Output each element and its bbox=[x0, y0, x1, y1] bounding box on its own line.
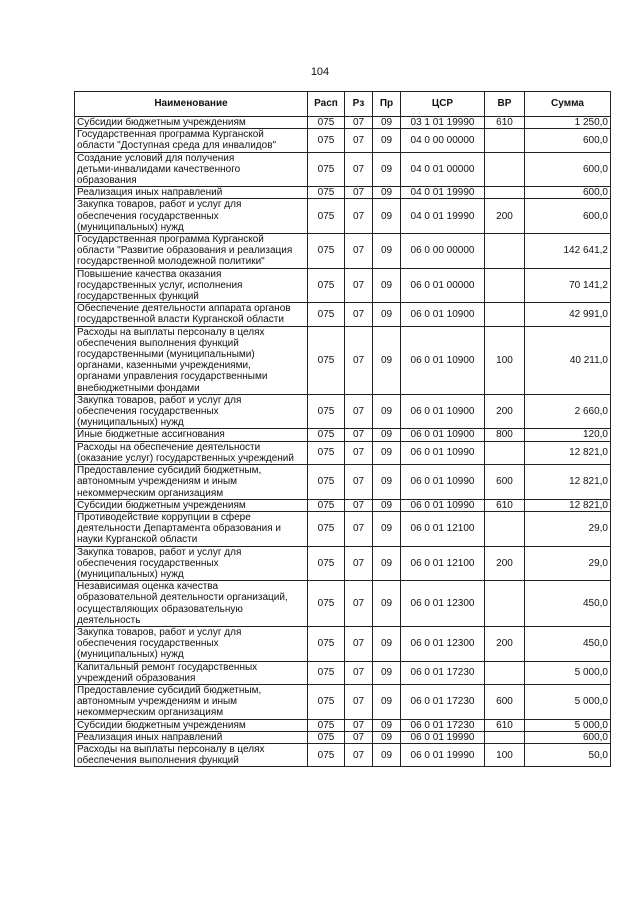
cell-sum: 142 641,2 bbox=[525, 234, 611, 269]
table-row bbox=[75, 394, 611, 429]
cell-name-line: внебюджетными фондами bbox=[77, 382, 200, 394]
cell-name bbox=[75, 581, 308, 627]
cell-pr: 09 bbox=[373, 546, 401, 581]
cell-name-line: деятельности Департамента образования и bbox=[77, 523, 282, 535]
cell-vr: 200 bbox=[485, 626, 525, 661]
cell-name-line: Расходы на выплаты персоналу в целях bbox=[77, 743, 265, 755]
cell-rasp: 075 bbox=[308, 394, 345, 429]
cell-vr bbox=[485, 234, 525, 269]
cell-name-line: государственной власти Курганской области bbox=[77, 314, 284, 326]
table-row bbox=[75, 731, 611, 743]
cell-name bbox=[75, 117, 308, 129]
cell-rz: 07 bbox=[345, 152, 373, 187]
cell-name bbox=[75, 684, 308, 719]
cell-sum: 1 250,0 bbox=[525, 117, 611, 129]
cell-sum: 5 000,0 bbox=[525, 684, 611, 719]
cell-name bbox=[75, 152, 308, 187]
cell-pr: 09 bbox=[373, 743, 401, 766]
cell-pr: 09 bbox=[373, 429, 401, 441]
cell-name-line: Обеспечение деятельности аппарата органов bbox=[77, 303, 291, 315]
cell-name-line: Закупка товаров, работ и услуг для bbox=[77, 394, 242, 406]
cell-sum: 42 991,0 bbox=[525, 303, 611, 326]
cell-name bbox=[75, 719, 308, 731]
cell-name-line: Повышение качества оказания bbox=[77, 268, 222, 280]
table-row bbox=[75, 661, 611, 684]
cell-rz: 07 bbox=[345, 268, 373, 303]
cell-csr: 06 0 01 10900 bbox=[401, 429, 485, 441]
cell-csr: 04 0 00 00000 bbox=[401, 129, 485, 152]
cell-name-line: Закупка товаров, работ и услуг для bbox=[77, 546, 242, 558]
cell-rz: 07 bbox=[345, 661, 373, 684]
cell-sum: 2 660,0 bbox=[525, 394, 611, 429]
cell-csr: 06 0 01 10990 bbox=[401, 465, 485, 500]
cell-name-line: Создание условий для получения bbox=[77, 152, 235, 164]
cell-rasp: 075 bbox=[308, 465, 345, 500]
cell-rasp: 075 bbox=[308, 199, 345, 234]
cell-pr: 09 bbox=[373, 581, 401, 627]
cell-rasp: 075 bbox=[308, 152, 345, 187]
cell-csr: 06 0 01 19990 bbox=[401, 743, 485, 766]
cell-csr: 06 0 01 10990 bbox=[401, 441, 485, 464]
cell-rasp: 075 bbox=[308, 731, 345, 743]
cell-pr: 09 bbox=[373, 152, 401, 187]
cell-name-line: государственными (муниципальными) bbox=[77, 349, 255, 361]
cell-name-line: образования bbox=[77, 175, 137, 187]
cell-vr: 100 bbox=[485, 743, 525, 766]
table-row bbox=[75, 199, 611, 234]
cell-name-line: некоммерческим организациям bbox=[77, 707, 224, 719]
cell-name-line: Противодействие коррупции в сфере bbox=[77, 511, 251, 523]
cell-pr: 09 bbox=[373, 303, 401, 326]
cell-sum: 600,0 bbox=[525, 129, 611, 152]
cell-sum: 70 141,2 bbox=[525, 268, 611, 303]
cell-rz: 07 bbox=[345, 499, 373, 511]
table-row bbox=[75, 684, 611, 719]
cell-csr: 06 0 01 00000 bbox=[401, 268, 485, 303]
cell-name-line: Субсидии бюджетным учреждениям bbox=[77, 117, 246, 128]
cell-rz: 07 bbox=[345, 511, 373, 546]
cell-rasp: 075 bbox=[308, 187, 345, 199]
cell-name-line: государственной молодежной политики" bbox=[77, 256, 265, 268]
cell-vr bbox=[485, 441, 525, 464]
cell-rz: 07 bbox=[345, 731, 373, 743]
cell-rasp: 075 bbox=[308, 117, 345, 129]
cell-pr: 09 bbox=[373, 684, 401, 719]
cell-name bbox=[75, 731, 308, 743]
cell-name-line: Субсидии бюджетным учреждениям bbox=[77, 499, 246, 511]
cell-sum: 5 000,0 bbox=[525, 661, 611, 684]
header-vr: ВР bbox=[485, 92, 525, 117]
cell-name-line: (муниципальных) нужд bbox=[77, 649, 184, 661]
cell-name-line: государственных услуг, исполнения bbox=[77, 279, 243, 291]
cell-name bbox=[75, 429, 308, 441]
cell-name-line: Предоставление субсидий бюджетным, bbox=[77, 684, 262, 696]
table-row bbox=[75, 268, 611, 303]
cell-name-line: области "Развитие образования и реализация bbox=[77, 245, 293, 257]
table-row bbox=[75, 303, 611, 326]
cell-csr: 04 0 01 19990 bbox=[401, 187, 485, 199]
cell-csr: 06 0 01 19990 bbox=[401, 731, 485, 743]
cell-name-line: обеспечения государственных bbox=[77, 638, 219, 650]
cell-csr: 06 0 01 17230 bbox=[401, 719, 485, 731]
cell-csr: 06 0 00 00000 bbox=[401, 234, 485, 269]
cell-name-line: (муниципальных) нужд bbox=[77, 568, 184, 580]
cell-rasp: 075 bbox=[308, 429, 345, 441]
cell-name-line: деятельность bbox=[77, 614, 141, 626]
table-row bbox=[75, 581, 611, 627]
cell-rasp: 075 bbox=[308, 743, 345, 766]
table-row bbox=[75, 326, 611, 394]
cell-name-line: автономным учреждениям и иным bbox=[77, 696, 238, 708]
cell-name-line: Государственная программа Курганской bbox=[77, 234, 264, 246]
cell-name bbox=[75, 511, 308, 546]
cell-rz: 07 bbox=[345, 303, 373, 326]
cell-csr: 06 0 01 12300 bbox=[401, 626, 485, 661]
cell-pr: 09 bbox=[373, 499, 401, 511]
table-row bbox=[75, 429, 611, 441]
cell-name-line: Субсидии бюджетным учреждениям bbox=[77, 719, 246, 731]
cell-vr bbox=[485, 129, 525, 152]
table-row bbox=[75, 499, 611, 511]
cell-rasp: 075 bbox=[308, 581, 345, 627]
header-rasp: Расп bbox=[308, 92, 345, 117]
cell-name-line: Независимая оценка качества bbox=[77, 581, 219, 593]
cell-vr: 610 bbox=[485, 719, 525, 731]
header-sum: Сумма bbox=[525, 92, 611, 117]
cell-sum: 12 821,0 bbox=[525, 465, 611, 500]
cell-vr: 200 bbox=[485, 546, 525, 581]
cell-rz: 07 bbox=[345, 546, 373, 581]
table-row bbox=[75, 465, 611, 500]
cell-rz: 07 bbox=[345, 394, 373, 429]
cell-name-line: государственных функций bbox=[77, 291, 199, 303]
table-row bbox=[75, 441, 611, 464]
header-row bbox=[75, 92, 611, 117]
table-row bbox=[75, 743, 611, 766]
table-row bbox=[75, 719, 611, 731]
cell-rz: 07 bbox=[345, 187, 373, 199]
cell-name-line: Расходы на обеспечение деятельности bbox=[77, 441, 261, 453]
cell-name-line: обеспечения государственных bbox=[77, 406, 219, 418]
cell-sum: 600,0 bbox=[525, 199, 611, 234]
cell-name-line: (муниципальных) нужд bbox=[77, 417, 184, 429]
cell-csr: 06 0 01 12300 bbox=[401, 581, 485, 627]
cell-pr: 09 bbox=[373, 731, 401, 743]
cell-rasp: 075 bbox=[308, 268, 345, 303]
cell-name bbox=[75, 661, 308, 684]
cell-rasp: 075 bbox=[308, 684, 345, 719]
cell-vr bbox=[485, 268, 525, 303]
table-row bbox=[75, 187, 611, 199]
cell-csr: 06 0 01 12100 bbox=[401, 546, 485, 581]
table-row bbox=[75, 546, 611, 581]
cell-csr: 06 0 01 10900 bbox=[401, 394, 485, 429]
cell-pr: 09 bbox=[373, 719, 401, 731]
cell-csr: 06 0 01 12100 bbox=[401, 511, 485, 546]
cell-sum: 450,0 bbox=[525, 581, 611, 627]
cell-name bbox=[75, 465, 308, 500]
cell-rasp: 075 bbox=[308, 661, 345, 684]
cell-sum: 50,0 bbox=[525, 743, 611, 766]
cell-sum: 450,0 bbox=[525, 626, 611, 661]
cell-rz: 07 bbox=[345, 117, 373, 129]
cell-name-line: науки Курганской области bbox=[77, 534, 198, 546]
cell-sum: 5 000,0 bbox=[525, 719, 611, 731]
cell-vr: 100 bbox=[485, 326, 525, 394]
cell-sum: 12 821,0 bbox=[525, 441, 611, 464]
cell-pr: 09 bbox=[373, 129, 401, 152]
cell-rz: 07 bbox=[345, 684, 373, 719]
cell-rz: 07 bbox=[345, 626, 373, 661]
cell-name-line: Предоставление субсидий бюджетным, bbox=[77, 465, 262, 477]
cell-name-line: образовательной деятельности организаций, bbox=[77, 592, 288, 604]
cell-vr: 610 bbox=[485, 499, 525, 511]
cell-name bbox=[75, 187, 308, 199]
table-row bbox=[75, 152, 611, 187]
cell-name-line: органами управления государственными bbox=[77, 371, 268, 383]
cell-rz: 07 bbox=[345, 429, 373, 441]
cell-sum: 12 821,0 bbox=[525, 499, 611, 511]
cell-pr: 09 bbox=[373, 441, 401, 464]
cell-name-line: Закупка товаров, работ и услуг для bbox=[77, 199, 242, 211]
cell-csr: 04 0 01 19990 bbox=[401, 199, 485, 234]
cell-sum: 29,0 bbox=[525, 511, 611, 546]
cell-pr: 09 bbox=[373, 199, 401, 234]
cell-pr: 09 bbox=[373, 661, 401, 684]
cell-vr bbox=[485, 581, 525, 627]
cell-rasp: 075 bbox=[308, 326, 345, 394]
cell-name-line: (оказание услуг) государственных учреждений bbox=[77, 452, 294, 464]
cell-rasp: 075 bbox=[308, 499, 345, 511]
page-number: 104 bbox=[310, 66, 330, 78]
cell-csr: 06 0 01 10900 bbox=[401, 326, 485, 394]
cell-vr bbox=[485, 303, 525, 326]
cell-pr: 09 bbox=[373, 234, 401, 269]
cell-pr: 09 bbox=[373, 465, 401, 500]
cell-name-line: Реализация иных направлений bbox=[77, 731, 223, 743]
cell-name-line: Государственная программа Курганской bbox=[77, 129, 264, 141]
cell-name-line: обеспечения выполнения функций bbox=[77, 337, 239, 349]
cell-name bbox=[75, 441, 308, 464]
cell-name bbox=[75, 394, 308, 429]
cell-rz: 07 bbox=[345, 719, 373, 731]
cell-vr: 610 bbox=[485, 117, 525, 129]
cell-sum: 40 211,0 bbox=[525, 326, 611, 394]
cell-rz: 07 bbox=[345, 581, 373, 627]
cell-name-line: осуществляющих образовательную bbox=[77, 603, 243, 615]
cell-rasp: 075 bbox=[308, 511, 345, 546]
cell-vr: 200 bbox=[485, 199, 525, 234]
cell-name-line: учреждений образования bbox=[77, 672, 196, 684]
cell-name-line: Иные бюджетные ассигнования bbox=[77, 429, 225, 441]
cell-name-line: (муниципальных) нужд bbox=[77, 221, 184, 233]
cell-vr bbox=[485, 661, 525, 684]
cell-rz: 07 bbox=[345, 465, 373, 500]
cell-sum: 600,0 bbox=[525, 152, 611, 187]
cell-name bbox=[75, 326, 308, 394]
cell-pr: 09 bbox=[373, 394, 401, 429]
cell-name-line: обеспечения выполнения функций bbox=[77, 755, 239, 767]
cell-csr: 06 0 01 17230 bbox=[401, 684, 485, 719]
table-row bbox=[75, 129, 611, 152]
cell-rasp: 075 bbox=[308, 719, 345, 731]
cell-name-line: обеспечения государственных bbox=[77, 210, 219, 222]
cell-csr: 06 0 01 10900 bbox=[401, 303, 485, 326]
cell-vr: 800 bbox=[485, 429, 525, 441]
cell-vr bbox=[485, 731, 525, 743]
cell-rasp: 075 bbox=[308, 546, 345, 581]
header-pr: Пр bbox=[373, 92, 401, 117]
cell-rasp: 075 bbox=[308, 441, 345, 464]
cell-csr: 06 0 01 17230 bbox=[401, 661, 485, 684]
cell-name bbox=[75, 129, 308, 152]
cell-vr: 600 bbox=[485, 465, 525, 500]
budget-table bbox=[74, 91, 611, 767]
cell-pr: 09 bbox=[373, 626, 401, 661]
cell-name bbox=[75, 499, 308, 511]
cell-csr: 06 0 01 10990 bbox=[401, 499, 485, 511]
cell-vr: 200 bbox=[485, 394, 525, 429]
cell-name-line: Закупка товаров, работ и услуг для bbox=[77, 626, 242, 638]
cell-name bbox=[75, 199, 308, 234]
cell-name-line: Реализация иных направлений bbox=[77, 187, 223, 199]
cell-rasp: 075 bbox=[308, 303, 345, 326]
cell-rz: 07 bbox=[345, 129, 373, 152]
cell-pr: 09 bbox=[373, 187, 401, 199]
cell-rasp: 075 bbox=[308, 234, 345, 269]
cell-name-line: органами, казенными учреждениями, bbox=[77, 360, 251, 372]
header-csr: ЦСР bbox=[401, 92, 485, 117]
cell-name-line: Расходы на выплаты персоналу в целях bbox=[77, 326, 265, 338]
cell-sum: 29,0 bbox=[525, 546, 611, 581]
cell-sum: 120,0 bbox=[525, 429, 611, 441]
cell-name bbox=[75, 743, 308, 766]
cell-sum: 600,0 bbox=[525, 187, 611, 199]
cell-rz: 07 bbox=[345, 441, 373, 464]
cell-pr: 09 bbox=[373, 268, 401, 303]
header-rz: Рз bbox=[345, 92, 373, 117]
table-row bbox=[75, 234, 611, 269]
cell-csr: 03 1 01 19990 bbox=[401, 117, 485, 129]
cell-name bbox=[75, 303, 308, 326]
cell-name bbox=[75, 268, 308, 303]
cell-name-line: автономным учреждениям и иным bbox=[77, 476, 238, 488]
cell-vr bbox=[485, 187, 525, 199]
cell-rz: 07 bbox=[345, 199, 373, 234]
table-row bbox=[75, 626, 611, 661]
cell-name bbox=[75, 626, 308, 661]
cell-name-line: некоммерческим организациям bbox=[77, 487, 224, 499]
cell-rz: 07 bbox=[345, 326, 373, 394]
cell-pr: 09 bbox=[373, 326, 401, 394]
table-row bbox=[75, 511, 611, 546]
cell-name-line: обеспечения государственных bbox=[77, 557, 219, 569]
cell-name-line: детьми-инвалидами качественного bbox=[77, 163, 241, 175]
cell-pr: 09 bbox=[373, 511, 401, 546]
cell-name-line: Капитальный ремонт государственных bbox=[77, 661, 258, 673]
table-row bbox=[75, 117, 611, 129]
cell-rasp: 075 bbox=[308, 626, 345, 661]
cell-rz: 07 bbox=[345, 234, 373, 269]
cell-rasp: 075 bbox=[308, 129, 345, 152]
cell-name bbox=[75, 546, 308, 581]
cell-pr: 09 bbox=[373, 117, 401, 129]
cell-csr: 04 0 01 00000 bbox=[401, 152, 485, 187]
cell-vr bbox=[485, 511, 525, 546]
cell-sum: 600,0 bbox=[525, 731, 611, 743]
cell-vr: 600 bbox=[485, 684, 525, 719]
cell-vr bbox=[485, 152, 525, 187]
header-name: Наименование bbox=[75, 92, 308, 117]
cell-name-line: области "Доступная среда для инвалидов" bbox=[77, 140, 277, 152]
cell-rz: 07 bbox=[345, 743, 373, 766]
cell-name bbox=[75, 234, 308, 269]
